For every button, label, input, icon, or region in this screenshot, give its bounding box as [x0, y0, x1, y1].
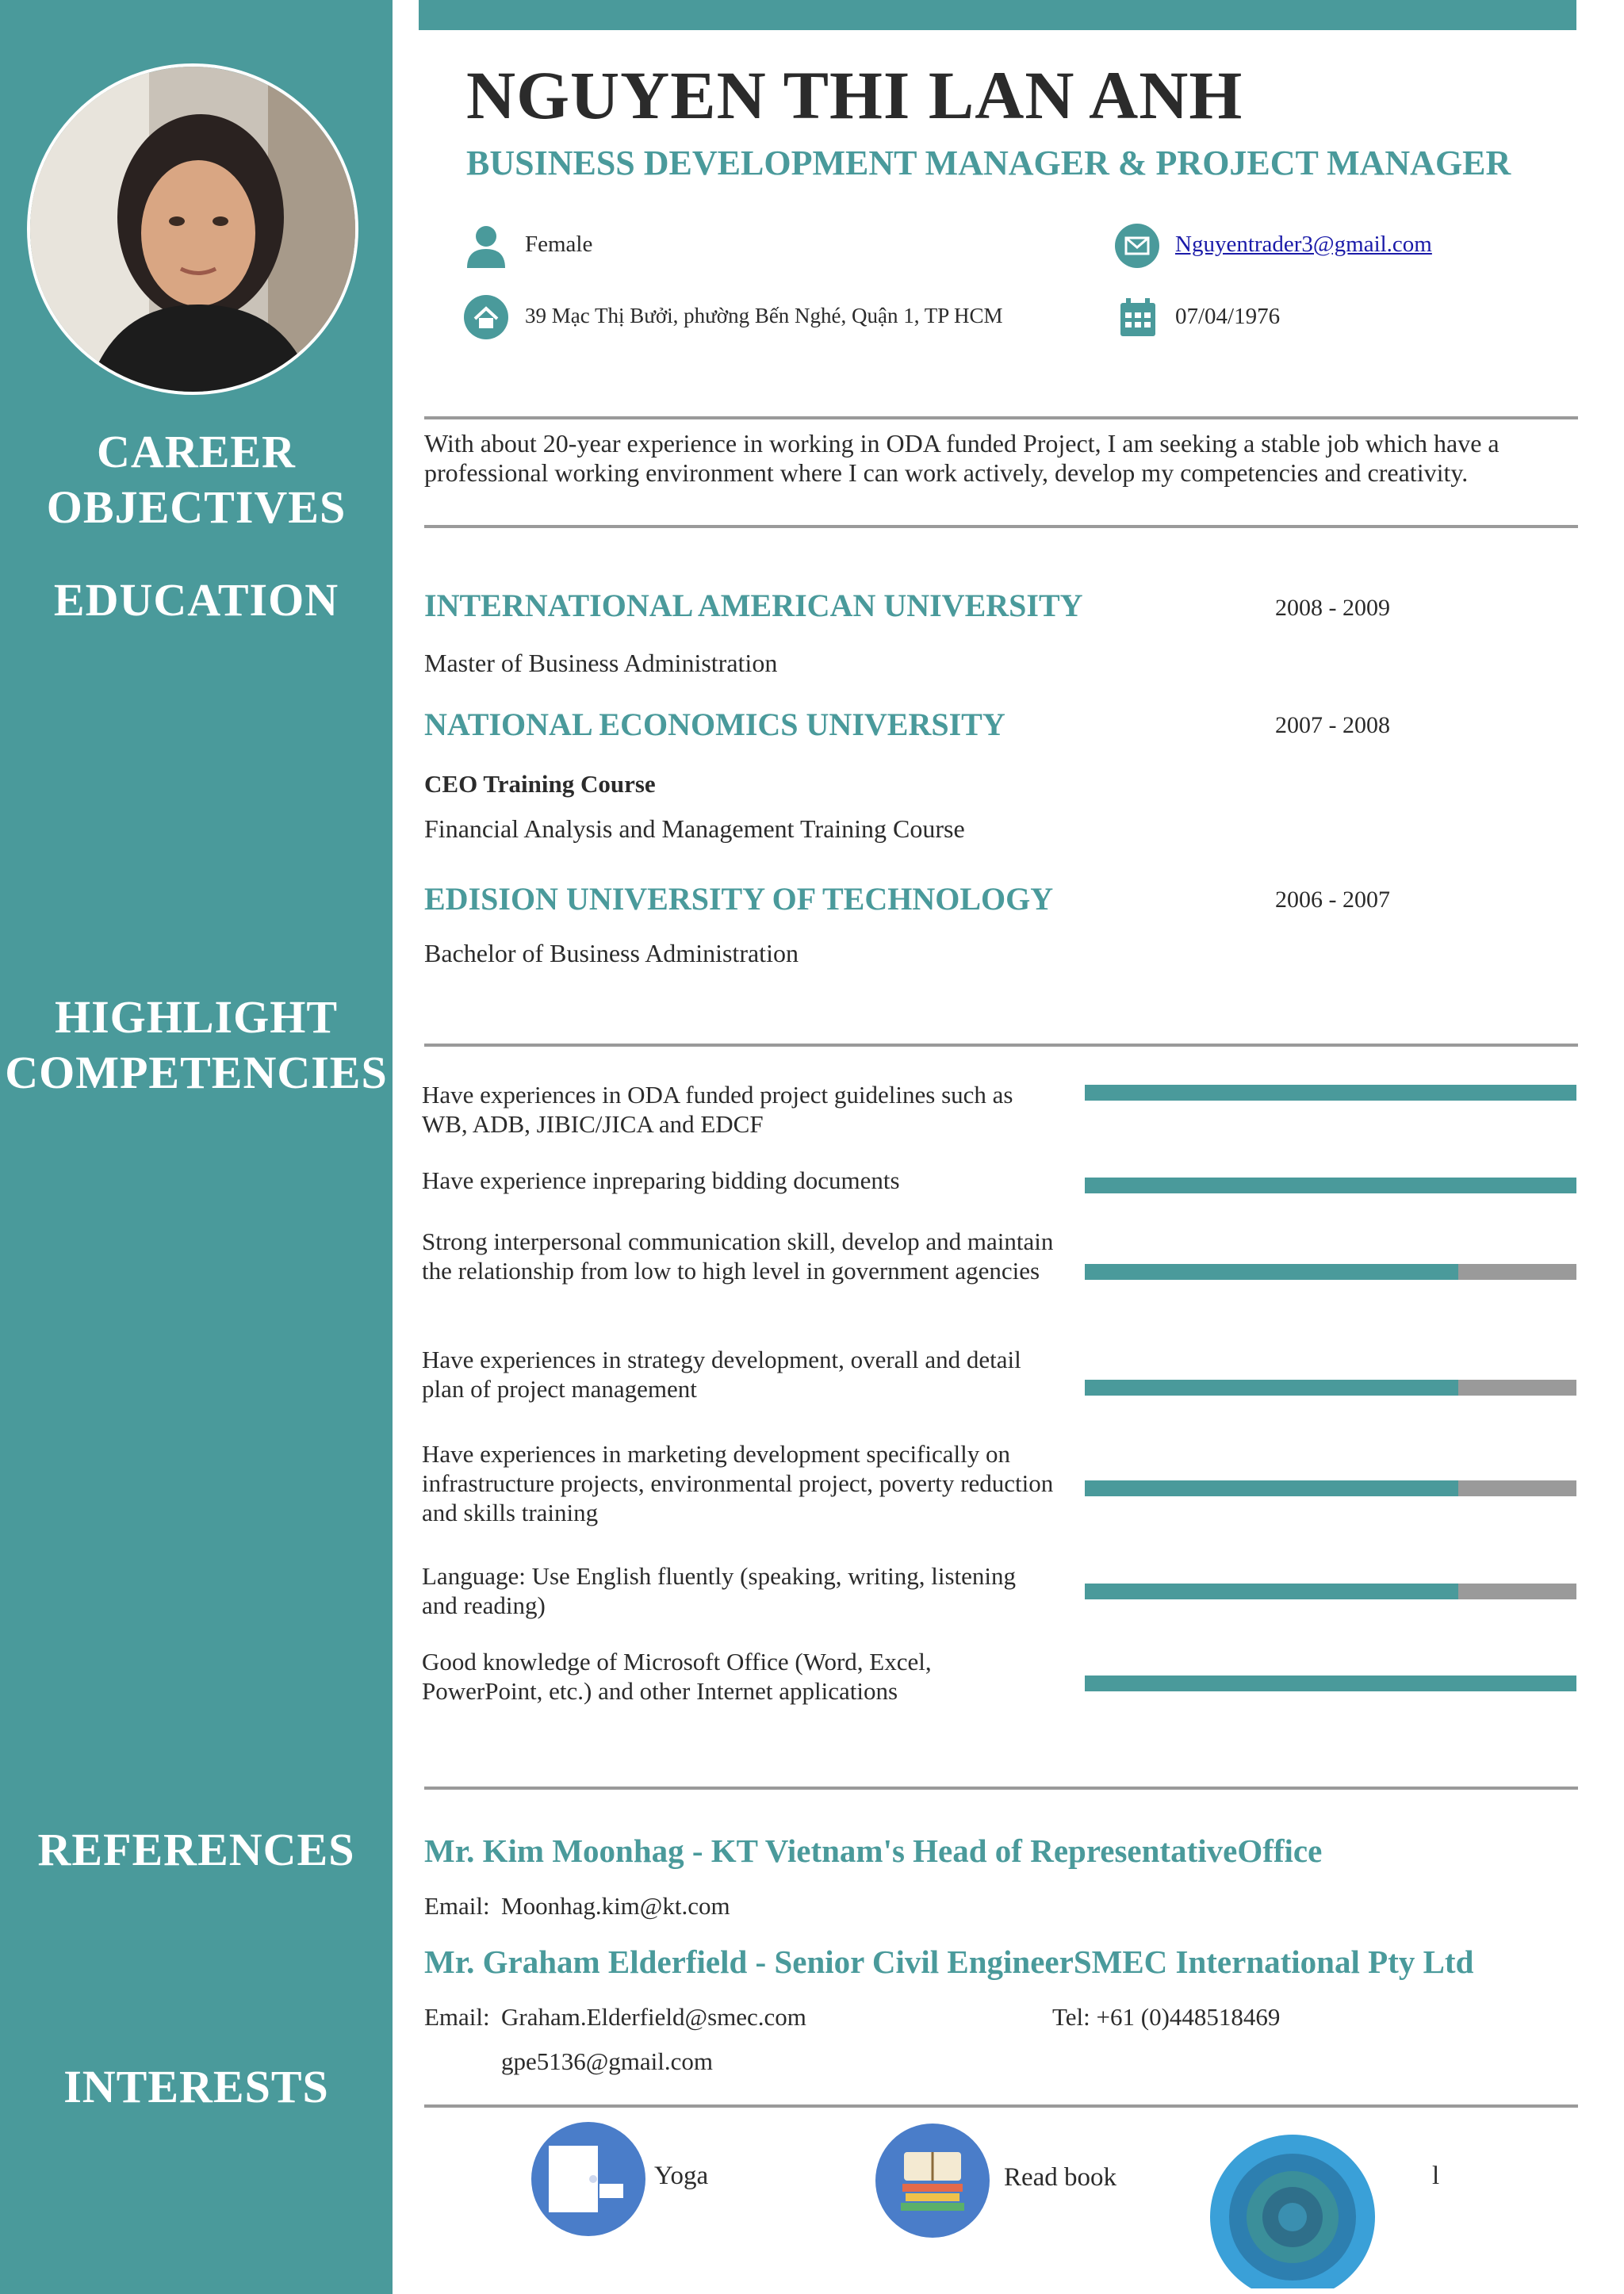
competency-text: Have experiences in ODA funded project guidelines such as WB, ADB, JIBIC/JICA and EDCF [422, 1081, 1013, 1138]
person-icon [464, 224, 508, 268]
competency-text: Have experience inpreparing bidding documents [422, 1166, 900, 1194]
skill-bar [1085, 1584, 1576, 1599]
skill-bar-fill [1085, 1264, 1458, 1280]
gender-value: Female [525, 232, 593, 257]
reference-email-secondary: gpe5136@gmail.com [501, 2047, 714, 2075]
divider [424, 416, 1578, 419]
divider [424, 2104, 1578, 2108]
school-years: 2006 - 2007 [1275, 887, 1390, 913]
competency-text: Good knowledge of Microsoft Office (Word, Excel, PowerPoint, etc.) and other Internet applications [422, 1648, 932, 1705]
skill-bar-fill [1085, 1676, 1576, 1691]
address-value: 39 Mạc Thị Bưởi, phường Bến Nghé, Quận 1, TP HCM [525, 304, 1003, 327]
school-name: EDISION UNIVERSITY OF TECHNOLOGY [424, 881, 1054, 917]
section-references: REFERENCES [37, 1824, 355, 1875]
divider [424, 1787, 1578, 1790]
degree-text: Bachelor of Business Administration [424, 939, 799, 967]
skill-bar-fill [1085, 1178, 1576, 1193]
yoga-icon [531, 2122, 645, 2236]
section-highlight-competencies: HIGHLIGHT COMPETENCIES [5, 991, 388, 1098]
career-objective-text: With about 20-year experience in working in ODA funded Project, I am seeking a stable job which have a professional working environment where I can work actively, develop my competencies and creativity. [424, 429, 1500, 487]
interest-label: Yoga [654, 2162, 709, 2190]
reference-name: Mr. Kim Moonhag - KT Vietnam's Head of RepresentativeOffice [424, 1833, 1323, 1869]
skill-bar [1085, 1480, 1576, 1496]
section-career-objectives: CAREER OBJECTIVES [46, 426, 347, 533]
school-name: NATIONAL ECONOMICS UNIVERSITY [424, 707, 1005, 742]
swimming-icon [1205, 2130, 1380, 2288]
email-icon [1115, 224, 1159, 268]
skill-bar-fill [1085, 1480, 1458, 1496]
reference-phone: Tel: +61 (0)448518469 [1052, 2003, 1281, 2031]
competency-text: Have experiences in marketing development specifically on infrastructure projects, environmental project, poverty reduction and skills training [422, 1440, 1054, 1526]
skill-bar-fill [1085, 1085, 1576, 1101]
skill-bar [1085, 1085, 1576, 1101]
top-accent-bar [419, 0, 1576, 30]
email-link[interactable]: Nguyentrader3@gmail.com [1175, 232, 1432, 257]
competency-text: Language: Use English fluently (speaking, writing, listening and reading) [422, 1562, 1017, 1619]
degree-text: Master of Business Administration [424, 649, 778, 677]
competency-text: Strong interpersonal communication skill, develop and maintain the relationship from low to high level in government agencies [422, 1227, 1054, 1285]
reference-email-label: Email: [424, 1892, 490, 1920]
skill-bar-fill [1085, 1380, 1458, 1396]
interest-label: l [1432, 2162, 1440, 2190]
skill-bar-fill [1085, 1584, 1458, 1599]
school-years: 2007 - 2008 [1275, 712, 1390, 738]
skill-bar [1085, 1264, 1576, 1280]
reference-email-label: Email: [424, 2003, 490, 2031]
degree-text: Financial Analysis and Management Training Course [424, 814, 965, 843]
divider [424, 525, 1578, 528]
skill-bar [1085, 1178, 1576, 1193]
birthdate-value: 07/04/1976 [1175, 304, 1281, 329]
reference-email: Moonhag.kim@kt.com [501, 1892, 730, 1920]
school-name: INTERNATIONAL AMERICAN UNIVERSITY [424, 588, 1083, 623]
degree-text: CEO Training Course [424, 770, 656, 798]
skill-bar [1085, 1380, 1576, 1396]
section-interests: INTERESTS [63, 2061, 329, 2112]
calendar-icon [1118, 297, 1158, 338]
candidate-title: BUSINESS DEVELOPMENT MANAGER & PROJECT MANAGER [466, 144, 1511, 182]
section-education: EDUCATION [53, 574, 339, 626]
competency-text: Have experiences in strategy development, overall and detail plan of project management [422, 1346, 1021, 1403]
interest-label: Read book [1004, 2163, 1117, 2192]
home-icon [464, 295, 508, 339]
profile-photo [27, 63, 358, 395]
book-icon [875, 2124, 990, 2238]
school-years: 2008 - 2009 [1275, 595, 1390, 621]
candidate-name: NGUYEN THI LAN ANH [466, 57, 1243, 133]
skill-bar [1085, 1676, 1576, 1691]
reference-name: Mr. Graham Elderfield - Senior Civil EngineerSMEC International Pty Ltd [424, 1944, 1474, 1980]
divider [424, 1044, 1578, 1047]
reference-email: Graham.Elderfield@smec.com [501, 2003, 806, 2031]
